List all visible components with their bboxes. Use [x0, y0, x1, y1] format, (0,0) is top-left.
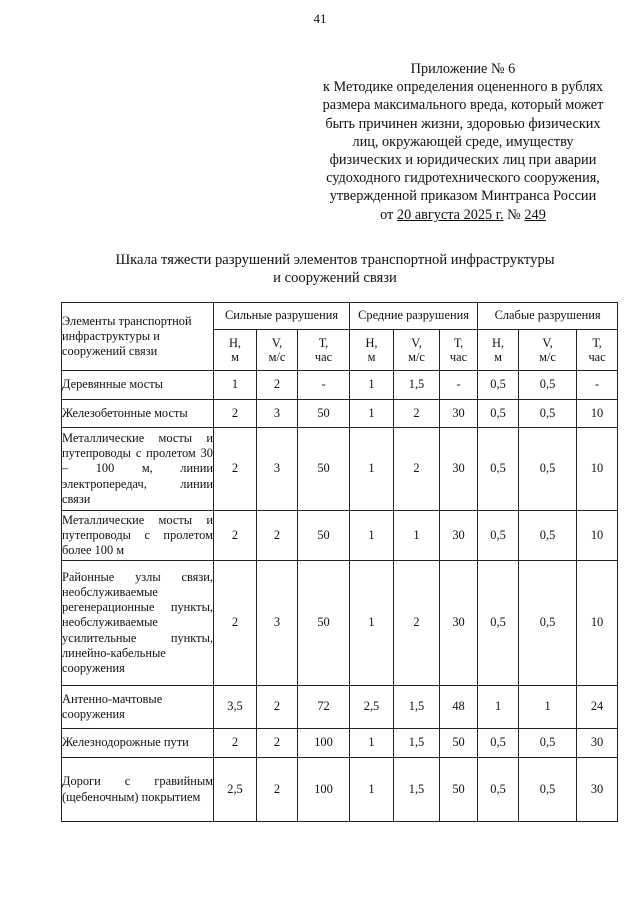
value-cell: 0,5 — [519, 400, 577, 428]
value-cell: 3 — [257, 561, 298, 686]
value-cell: 2 — [257, 729, 298, 758]
order-date: 20 августа 2025 г. — [396, 206, 504, 223]
value-cell: 1 — [350, 511, 394, 561]
value-cell: 1 — [478, 686, 519, 729]
value-cell: 0,5 — [478, 561, 519, 686]
value-cell: 2 — [257, 686, 298, 729]
value-cell: 30 — [440, 400, 478, 428]
table-row — [62, 511, 618, 561]
unit-symbol: Н, — [492, 336, 505, 350]
value-cell: 50 — [298, 561, 350, 686]
value-cell: 0,5 — [519, 729, 577, 758]
value-cell: 10 — [577, 400, 618, 428]
unit-header — [577, 330, 618, 371]
element-name: Дороги с гравийным (щебеночным) покрытием — [62, 758, 214, 822]
unit-header — [350, 330, 394, 371]
value-cell: 10 — [577, 511, 618, 561]
table-row — [62, 561, 618, 686]
appendix-block — [308, 60, 618, 224]
value-cell: 1 — [214, 371, 257, 400]
value-cell: 2 — [214, 729, 257, 758]
value-cell: 30 — [577, 758, 618, 822]
value-cell: 2 — [394, 400, 440, 428]
header-element: Элементы транспортной инфраструктуры и сооружений связи — [62, 303, 214, 371]
table-row — [62, 686, 618, 729]
value-cell: 50 — [298, 428, 350, 511]
value-cell: 2 — [214, 511, 257, 561]
value-cell: 30 — [440, 428, 478, 511]
value-cell: 2 — [257, 758, 298, 822]
unit-measure: час — [588, 350, 606, 364]
value-cell: 50 — [298, 400, 350, 428]
value-cell: 1,5 — [394, 686, 440, 729]
value-cell: 50 — [440, 758, 478, 822]
value-cell: 2 — [214, 400, 257, 428]
element-name: Железнодорожные пути — [62, 729, 214, 758]
severity-table — [61, 302, 618, 822]
element-name: Металлические мосты и путепроводы с пролетом 30 – 100 м, линии электропередач, линии связи — [62, 428, 214, 511]
unit-symbol: Т, — [453, 336, 464, 350]
unit-measure: м/с — [268, 350, 286, 364]
unit-header — [440, 330, 478, 371]
value-cell: 0,5 — [519, 428, 577, 511]
value-cell: 1 — [394, 511, 440, 561]
element-name: Районные узлы связи, необслуживаемые регенерационные пункты, необслуживаемые усилительные пункты, линейно-кабельные сооружения — [62, 561, 214, 686]
value-cell: 1 — [350, 758, 394, 822]
value-cell: 10 — [577, 561, 618, 686]
value-cell: 2,5 — [350, 686, 394, 729]
element-name: Железобетонные мосты — [62, 400, 214, 428]
appendix-line: утвержденной приказом Минтранса России — [329, 188, 597, 205]
document-title — [40, 251, 630, 287]
value-cell: - — [440, 371, 478, 400]
element-name: Металлические мосты и путепроводы с пролетом более 100 м — [62, 511, 214, 561]
value-cell: 30 — [440, 561, 478, 686]
unit-measure: час — [314, 350, 333, 364]
value-cell: 2 — [257, 511, 298, 561]
value-cell: - — [577, 371, 618, 400]
value-cell: 100 — [298, 729, 350, 758]
unit-symbol: Н, — [228, 336, 242, 350]
value-cell: 30 — [440, 511, 478, 561]
unit-symbol: V, — [271, 336, 283, 350]
value-cell: 0,5 — [478, 758, 519, 822]
value-cell: 2 — [214, 428, 257, 511]
group-medium: Средние разрушения — [350, 303, 478, 330]
element-name: Деревянные мосты — [62, 371, 214, 400]
unit-header — [214, 330, 257, 371]
unit-measure: м/с — [408, 350, 425, 364]
unit-measure: час — [449, 350, 468, 364]
value-cell: 1,5 — [394, 371, 440, 400]
group-weak: Слабые разрушения — [478, 303, 618, 330]
value-cell: 0,5 — [519, 561, 577, 686]
unit-symbol: Т, — [318, 336, 329, 350]
title-line: и сооружений связи — [273, 270, 397, 286]
unit-measure: м — [231, 350, 239, 364]
value-cell: 2 — [257, 371, 298, 400]
unit-header — [478, 330, 519, 371]
value-cell: 24 — [577, 686, 618, 729]
value-cell: 3 — [257, 400, 298, 428]
unit-header — [257, 330, 298, 371]
value-cell: 0,5 — [478, 371, 519, 400]
value-cell: 2,5 — [214, 758, 257, 822]
value-cell: 0,5 — [478, 400, 519, 428]
value-cell: 1 — [519, 686, 577, 729]
value-cell: 3,5 — [214, 686, 257, 729]
table-row — [62, 400, 618, 428]
value-cell: 0,5 — [519, 511, 577, 561]
unit-header — [394, 330, 440, 371]
unit-symbol: V, — [411, 336, 422, 350]
value-cell: 0,5 — [478, 428, 519, 511]
value-cell: 1 — [350, 400, 394, 428]
group-strong: Сильные разрушения — [214, 303, 350, 330]
table-row — [62, 729, 618, 758]
unit-measure: м — [367, 350, 376, 364]
appendix-line: судоходного гидротехнического сооружения, — [326, 170, 600, 187]
appendix-heading: Приложение № 6 — [410, 61, 516, 77]
appendix-line: к Методике определения оцененного в рублях — [322, 79, 604, 96]
appendix-line: размера максимального вреда, который может — [322, 97, 604, 114]
value-cell: 30 — [577, 729, 618, 758]
value-cell: 10 — [577, 428, 618, 511]
value-cell: 0,5 — [478, 729, 519, 758]
value-cell: 0,5 — [519, 758, 577, 822]
order-signature — [308, 206, 618, 224]
unit-measure: м/с — [539, 350, 556, 364]
value-cell: 100 — [298, 758, 350, 822]
unit-symbol: Н, — [365, 336, 378, 350]
appendix-line: физических и юридических лиц при аварии — [329, 152, 597, 169]
appendix-line: быть причинен жизни, здоровью физических — [325, 115, 601, 132]
number-prefix: № — [507, 206, 521, 223]
value-cell: 72 — [298, 686, 350, 729]
value-cell: 3 — [257, 428, 298, 511]
value-cell: 1,5 — [394, 758, 440, 822]
table-row — [62, 371, 618, 400]
value-cell: 1,5 — [394, 729, 440, 758]
table-row — [62, 758, 618, 822]
value-cell: - — [298, 371, 350, 400]
unit-header — [298, 330, 350, 371]
title-line: Шкала тяжести разрушений элементов транспортной инфраструктуры — [115, 252, 555, 268]
value-cell: 1 — [350, 729, 394, 758]
sig-prefix: от — [380, 206, 394, 223]
value-cell: 1 — [350, 561, 394, 686]
value-cell: 48 — [440, 686, 478, 729]
element-name: Антенно-мачтовые сооружения — [62, 686, 214, 729]
value-cell: 0,5 — [478, 511, 519, 561]
value-cell: 2 — [394, 561, 440, 686]
table-row — [62, 428, 618, 511]
header-row — [62, 303, 618, 330]
value-cell: 50 — [440, 729, 478, 758]
order-number: 249 — [524, 206, 546, 223]
appendix-line: лиц, окружающей среде, имуществу — [352, 133, 574, 150]
value-cell: 1 — [350, 428, 394, 511]
value-cell: 0,5 — [519, 371, 577, 400]
value-cell: 2 — [214, 561, 257, 686]
unit-symbol: Т, — [592, 336, 602, 350]
value-cell: 1 — [350, 371, 394, 400]
unit-symbol: V, — [542, 336, 553, 350]
page-number: 41 — [313, 11, 327, 26]
unit-header — [519, 330, 577, 371]
value-cell: 50 — [298, 511, 350, 561]
unit-measure: м — [494, 350, 502, 364]
value-cell: 2 — [394, 428, 440, 511]
